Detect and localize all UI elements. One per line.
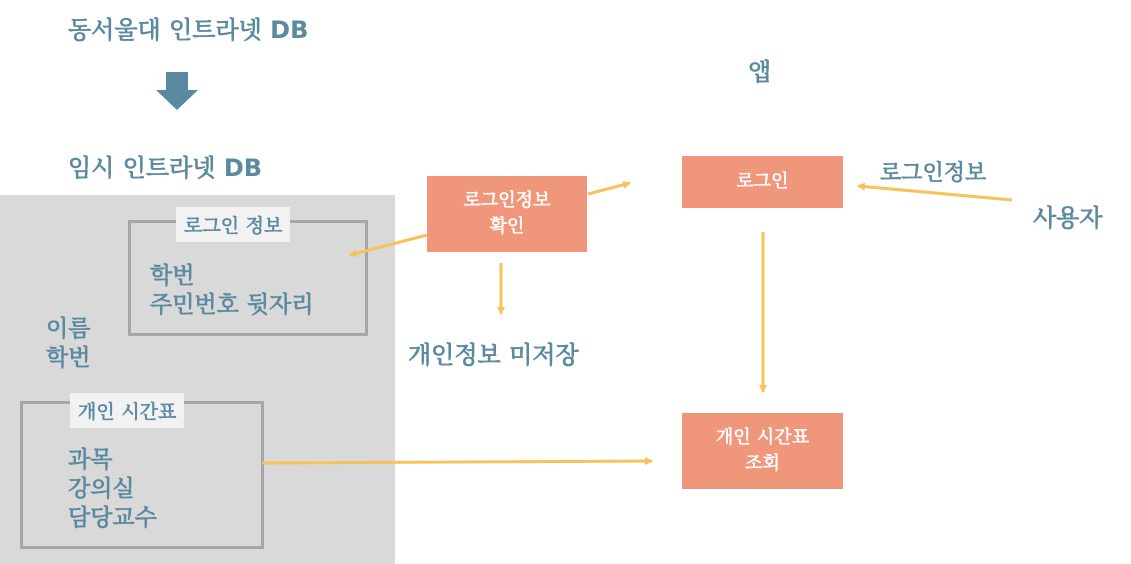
- field-subject: 과목: [68, 447, 113, 473]
- arrow-user-to-login: [858, 186, 1012, 200]
- arrow-verify-to-temp-db: [350, 235, 427, 255]
- verify-box-line2: 확인: [489, 216, 525, 237]
- field-classroom: 강의실: [68, 476, 135, 502]
- login-info-tag: 로그인 정보: [176, 207, 290, 242]
- field-resident-number: 주민번호 뒷자리: [150, 292, 314, 318]
- field-student-id-2: 학번: [46, 345, 91, 371]
- field-name: 이름: [46, 316, 91, 342]
- user-label: 사용자: [1033, 204, 1103, 232]
- verify-box-line1: 로그인정보: [463, 190, 551, 211]
- down-arrow-icon: [156, 72, 198, 110]
- app-title: 앱: [748, 58, 772, 86]
- login-box-label: 로그인: [736, 171, 789, 192]
- no-store-label: 개인정보 미저장: [408, 341, 579, 369]
- timetable-query-line2: 조회: [745, 453, 780, 474]
- arrow-verify-to-login: [588, 183, 630, 194]
- field-student-id: 학번: [150, 263, 195, 289]
- source-db-title: 동서울대 인트라넷 DB: [68, 16, 309, 44]
- temp-db-title: 임시 인트라넷 DB: [68, 154, 263, 182]
- field-professor: 담당교수: [68, 505, 157, 531]
- timetable-query-line1: 개인 시간표: [715, 427, 810, 448]
- login-info-label: 로그인정보: [880, 161, 987, 186]
- timetable-tag: 개인 시간표: [70, 393, 184, 428]
- arrow-timetable-to-query: [262, 461, 652, 463]
